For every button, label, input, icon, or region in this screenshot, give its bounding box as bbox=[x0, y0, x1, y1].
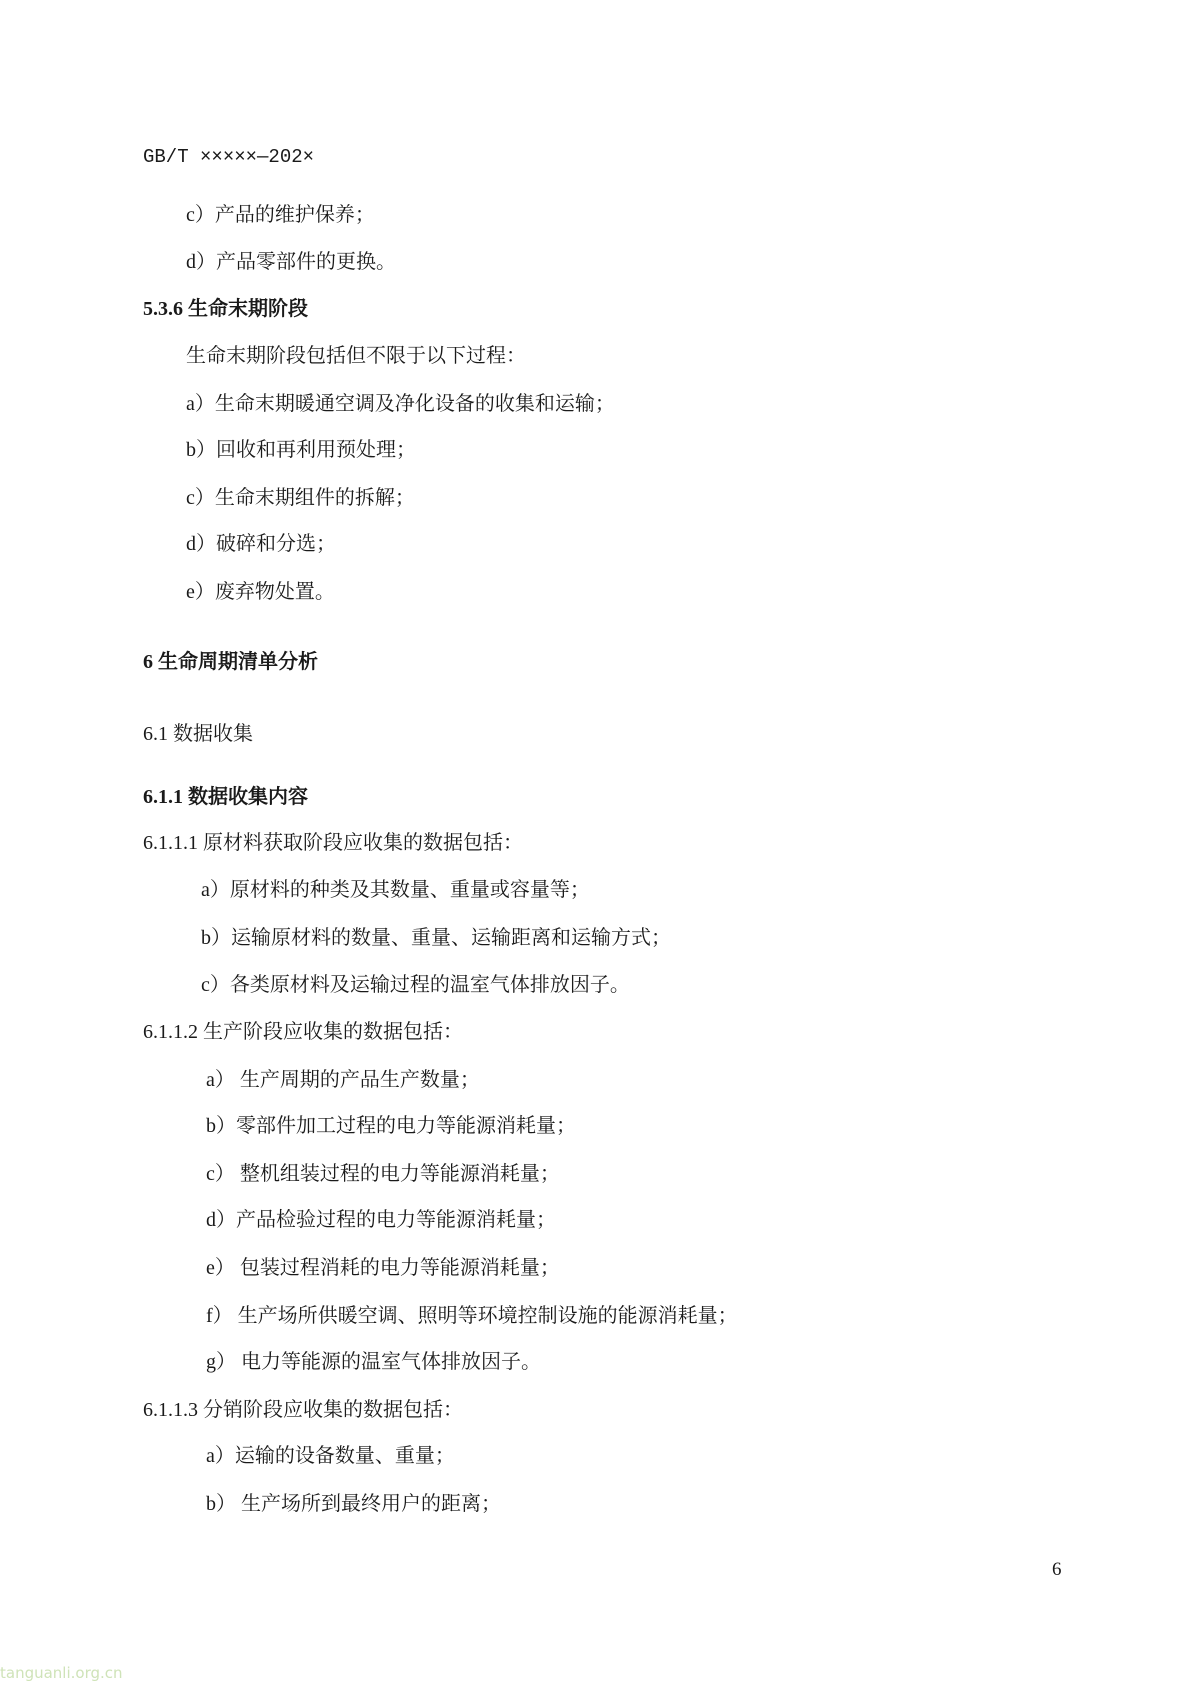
list-item: e） 包装过程消耗的电力等能源消耗量； bbox=[206, 1257, 560, 1279]
clause: 6.1.1.1 原材料获取阶段应收集的数据包括： bbox=[143, 832, 523, 854]
chapter-heading: 6 生命周期清单分析 bbox=[143, 651, 318, 673]
list-item: e）废弃物处置。 bbox=[186, 581, 335, 603]
list-item: c） 整机组装过程的电力等能源消耗量； bbox=[206, 1163, 560, 1185]
list-item: b）运输原材料的数量、重量、运输距离和运输方式； bbox=[201, 927, 671, 949]
section-heading: 5.3.6 生命末期阶段 bbox=[143, 298, 308, 320]
subsection-heading: 6.1.1 数据收集内容 bbox=[143, 786, 308, 808]
list-item: c）产品的维护保养； bbox=[186, 204, 375, 226]
paragraph: 生命末期阶段包括但不限于以下过程： bbox=[186, 345, 526, 367]
list-item: c）生命末期组件的拆解； bbox=[186, 487, 415, 509]
section-heading: 6.1 数据收集 bbox=[143, 723, 253, 745]
list-item: b） 生产场所到最终用户的距离； bbox=[206, 1493, 501, 1515]
list-item: b）回收和再利用预处理； bbox=[186, 439, 416, 461]
list-item: a）生命末期暖通空调及净化设备的收集和运输； bbox=[186, 393, 615, 415]
list-item: b）零部件加工过程的电力等能源消耗量； bbox=[206, 1115, 576, 1137]
list-item: d）破碎和分选； bbox=[186, 533, 336, 555]
list-item: f） 生产场所供暖空调、照明等环境控制设施的能源消耗量； bbox=[206, 1305, 738, 1327]
list-item: d）产品零部件的更换。 bbox=[186, 251, 396, 273]
clause: 6.1.1.2 生产阶段应收集的数据包括： bbox=[143, 1021, 463, 1043]
list-item: c）各类原材料及运输过程的温室气体排放因子。 bbox=[201, 974, 630, 996]
document-header: GB/T ×××××—202× bbox=[143, 146, 315, 168]
list-item: a） 生产周期的产品生产数量； bbox=[206, 1069, 480, 1091]
list-item: d）产品检验过程的电力等能源消耗量； bbox=[206, 1209, 556, 1231]
list-item: a）运输的设备数量、重量； bbox=[206, 1445, 455, 1467]
clause: 6.1.1.3 分销阶段应收集的数据包括： bbox=[143, 1399, 463, 1421]
page-number: 6 bbox=[1052, 1559, 1062, 1580]
list-item: g） 电力等能源的温室气体排放因子。 bbox=[206, 1351, 541, 1373]
watermark: tanguanli.org.cn bbox=[0, 1664, 123, 1682]
list-item: a）原材料的种类及其数量、重量或容量等； bbox=[201, 879, 590, 901]
